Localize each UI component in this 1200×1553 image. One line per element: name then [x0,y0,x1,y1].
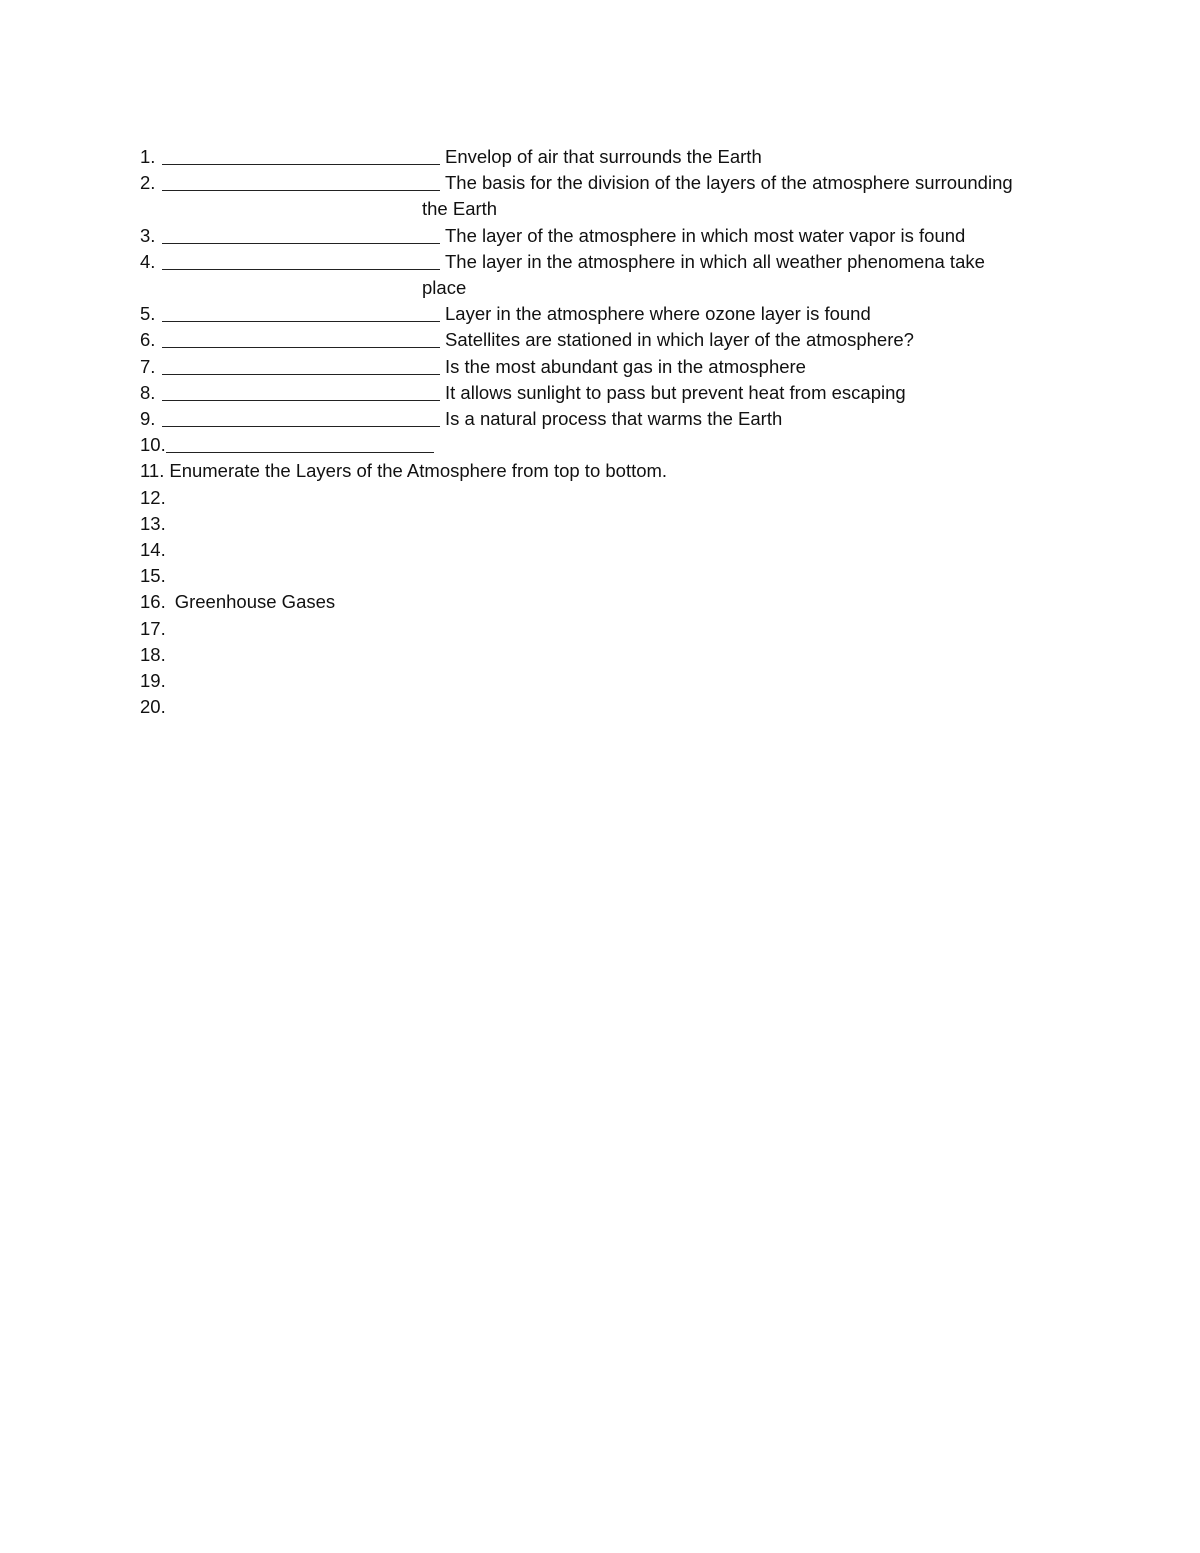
question-item-1 [140,144,1070,170]
answer-blank[interactable] [162,170,440,191]
section-heading-greenhouse-gases: Greenhouse Gases [174,591,336,613]
question-item-10 [140,432,1070,458]
question-clue-continuation: the Earth [422,198,498,220]
enumeration-item-14 [140,537,1070,563]
item-number: 18. [140,643,166,665]
question-item-6 [140,327,1070,353]
answer-blank[interactable] [166,432,434,453]
question-clue [422,249,1070,301]
item-number: 14. [140,539,166,561]
item-number: 7. [140,355,156,377]
enumeration-item-16 [140,589,1070,615]
item-number: 4. [140,250,156,272]
item-number: 6. [140,329,156,351]
item-number: 17. [140,617,166,639]
enumeration-item-18 [140,642,1070,668]
item-number: 13. [140,512,166,534]
answer-blank[interactable] [162,223,440,244]
enumeration-item-12 [140,485,1070,511]
question-clue: The layer of the atmosphere in which most water vapor is found [445,224,966,246]
enumeration-item-20 [140,694,1070,720]
question-item-4 [140,249,1070,301]
question-clue-text: The basis for the division of the layers of the atmosphere surrounding [445,172,1013,194]
question-item-5 [140,301,1070,327]
question-item-8 [140,380,1070,406]
answer-blank[interactable] [162,406,440,427]
item-number: 15. [140,565,166,587]
worksheet-body [140,144,1070,720]
item-number: 10. [140,434,166,456]
item-number: 9. [140,408,156,430]
item-number: 5. [140,303,156,325]
item-number: 12. [140,486,166,508]
enumeration-item-15 [140,563,1070,589]
item-number: 1. [140,146,156,167]
item-number: 8. [140,381,156,403]
answer-blank[interactable] [162,354,440,375]
question-clue-continuation: place [422,277,467,299]
answer-blank[interactable] [162,249,440,270]
answer-blank[interactable] [162,380,440,401]
item-number: 19. [140,670,166,692]
enumeration-item-17 [140,616,1070,642]
answer-blank[interactable] [162,301,440,322]
question-item-2 [140,170,1070,222]
question-clue [422,170,1070,222]
question-clue-text: The layer in the atmosphere in which all weather phenomena take [445,250,985,272]
question-clue: Layer in the atmosphere where ozone layer is found [445,303,871,325]
item-number: 3. [140,224,156,246]
enumeration-item-19 [140,668,1070,694]
question-clue: Is a natural process that warms the Earth [445,408,783,430]
enumeration-item-13 [140,511,1070,537]
item-number: 11. [140,460,165,482]
question-item-9 [140,406,1070,432]
question-item-7 [140,354,1070,380]
item-number: 2. [140,172,156,194]
question-clue: Is the most abundant gas in the atmosphere [445,355,806,377]
question-clue: Envelop of air that surrounds the Earth [445,146,762,167]
question-clue: It allows sunlight to pass but prevent heat from escaping [445,381,906,403]
answer-blank[interactable] [162,327,440,348]
enumeration-instruction: Enumerate the Layers of the Atmosphere from top to bottom. [169,460,668,482]
item-number: 20. [140,696,166,718]
question-item-3 [140,223,1070,249]
answer-blank[interactable] [162,144,440,165]
enumeration-item-11 [140,458,1070,484]
item-number: 16. [140,591,166,613]
question-clue: Satellites are stationed in which layer of the atmosphere? [445,329,914,351]
